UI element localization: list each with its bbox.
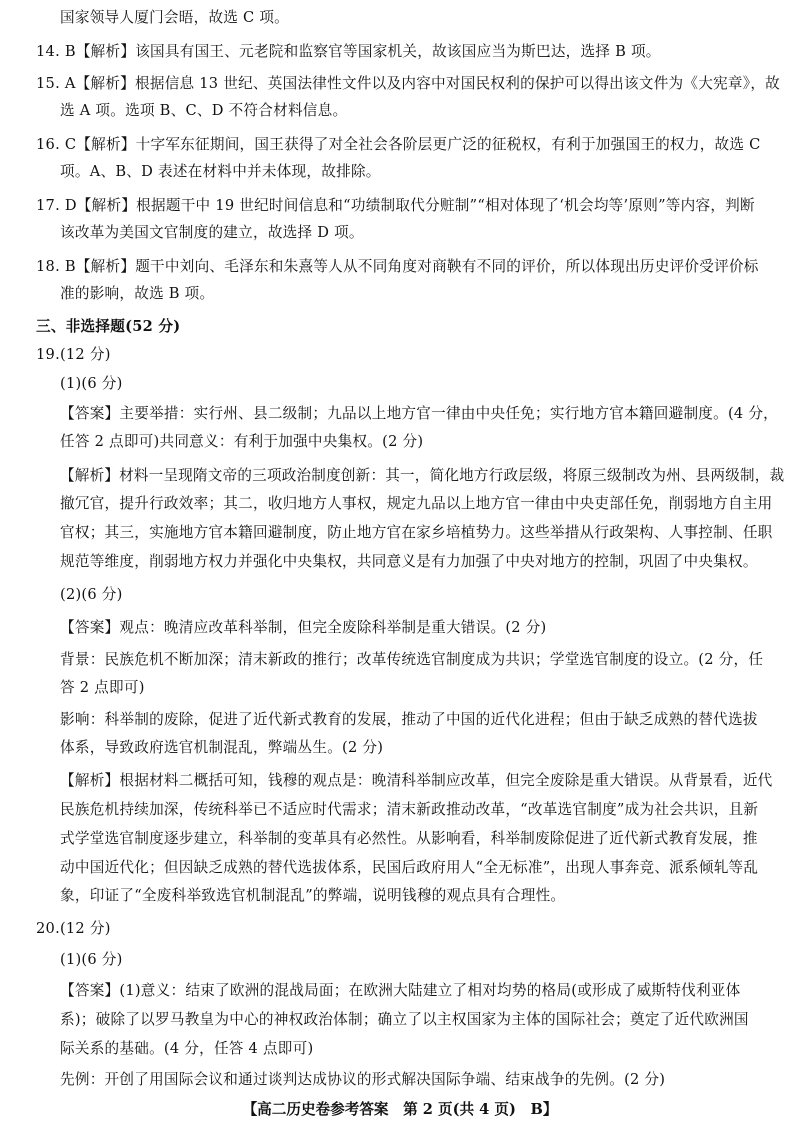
text-line: 动中国近代化；但因缺乏成熟的替代选拔体系，民国后政府用人“全无标准”，出现人事奔竞、派系倾轧等乱 <box>60 859 759 876</box>
text-line: 系)；破除了以罗马教皇为中心的神权政治体制；确立了以主权国家为主体的国际社会；奠定了近代欧洲国 <box>60 1011 749 1028</box>
text-line: 官权；其三，实施地方官本籍回避制度，防止地方官在家乡培植势力。这些举措从行政架构、人事控制、任职 <box>60 524 773 541</box>
answer-16: 16. C【解析】十字军东征期间，国王获得了对全社会各阶层更广泛的征税权，有利于加强国王的权力，故选 C <box>36 136 761 153</box>
answer-block: 【答案】观点：晚清应改革科举制，但完全废除科举制是重大错误。(2 分) <box>60 619 547 636</box>
answer-14: 14. B【解析】该国具有国王、元老院和监察官等国家机关，故该国应当为斯巴达，选择 B 项。 <box>36 43 661 60</box>
analysis-block: 【解析】材料一呈现隋文帝的三项政治制度创新：其一，简化地方行政层级，将原三级制改为州、县两级制，裁 <box>60 467 785 484</box>
answer-18: 18. B【解析】题干中刘向、毛泽东和朱熹等人从不同角度对商鞅有不同的评价，所以体现出历史评价受评价标 <box>36 258 759 275</box>
text-line: 规范等维度，削弱地方权力并强化中央集权，共同意义是有力加强了中央对地方的控制，巩固了中央集权。 <box>60 553 758 570</box>
text-line: 象，印证了“全废科举致选官机制混乱”的弊端，说明钱穆的观点具有合理性。 <box>60 887 566 904</box>
subquestion-heading: (1)(6 分) <box>60 951 123 968</box>
answer-17: 17. D【解析】根据题干中 19 世纪时间信息和“功绩制取代分赃制”“相对体现了‘机会均等’原则”等内容，判断 <box>36 197 755 214</box>
text-line: 体系，导致政府选官机制混乱，弊端丛生。(2 分) <box>60 739 384 756</box>
text-line: 答 2 点即可) <box>60 679 145 696</box>
text-line: 选 A 项。选项 B、C、D 不符合材料信息。 <box>60 102 348 119</box>
text-line: 该改革为美国文官制度的建立，故选择 D 项。 <box>60 224 364 241</box>
text-line: 任答 2 点即可)共同意义：有利于加强中央集权。(2 分) <box>60 433 424 450</box>
text-line: 式学堂选官制度逐步建立，科举制的变革具有必然性。从影响看，科举制废除促进了近代新式教育发展，推 <box>60 830 758 847</box>
text-line: 民族危机持续加深，传统科举已不适应时代需求；清末新政推动改革，“改革选官制度”成为社会共识，且新 <box>60 801 759 818</box>
subquestion-heading: (2)(6 分) <box>60 586 123 603</box>
text-line: 背景：民族危机不断加深；清末新政的推行；改革传统选官制度成为共识；学堂选官制度的设立。(2 分，任 <box>60 651 764 668</box>
answer-15: 15. A【解析】根据信息 13 世纪、英国法律性文件以及内容中对国民权利的保护可以得出该文件为《大宪章》，故 <box>36 75 781 92</box>
text-line: 国家领导人厦门会晤，故选 C 项。 <box>60 9 290 26</box>
text-line: 撤冗官，提升行政效率；其二，收归地方人事权，规定九品以上地方官一律由中央吏部任免，削弱地方自主用 <box>60 495 773 512</box>
text-line: 项。A、B、D 表述在材料中并未体现，故排除。 <box>60 163 381 180</box>
analysis-block: 【解析】根据材料二概括可知，钱穆的观点是：晚清科举制应改革，但完全废除是重大错误。从背景看，近代 <box>60 772 773 789</box>
text-line: 准的影响，故选 B 项。 <box>60 285 215 302</box>
section-heading: 三、非选择题(52 分) <box>36 318 181 335</box>
text-line: 先例：开创了用国际会议和通过谈判达成协议的形式解决国际争端、结束战争的先例。(2 分) <box>60 1071 666 1088</box>
answer-block: 【答案】(1)意义：结束了欧洲的混战局面；在欧洲大陆建立了相对均势的格局(或形成了威斯特伐利亚体 <box>60 982 741 999</box>
question-19-heading: 19.(12 分) <box>36 346 111 363</box>
question-20-heading: 20.(12 分) <box>36 920 111 937</box>
text-line: 影响：科举制的废除，促进了近代新式教育的发展，推动了中国的近代化进程；但由于缺乏成熟的替代选拔 <box>60 711 758 728</box>
page-footer: 【高二历史卷参考答案 第 2 页(共 4 页) B】 <box>242 1101 558 1118</box>
text-line: 际关系的基础。(4 分，任答 4 点即可) <box>60 1040 314 1057</box>
subquestion-heading: (1)(6 分) <box>60 375 123 392</box>
answer-block: 【答案】主要举措：实行州、县二级制；九品以上地方官一律由中央任免；实行地方官本籍回避制度。(4 分， <box>60 405 779 422</box>
